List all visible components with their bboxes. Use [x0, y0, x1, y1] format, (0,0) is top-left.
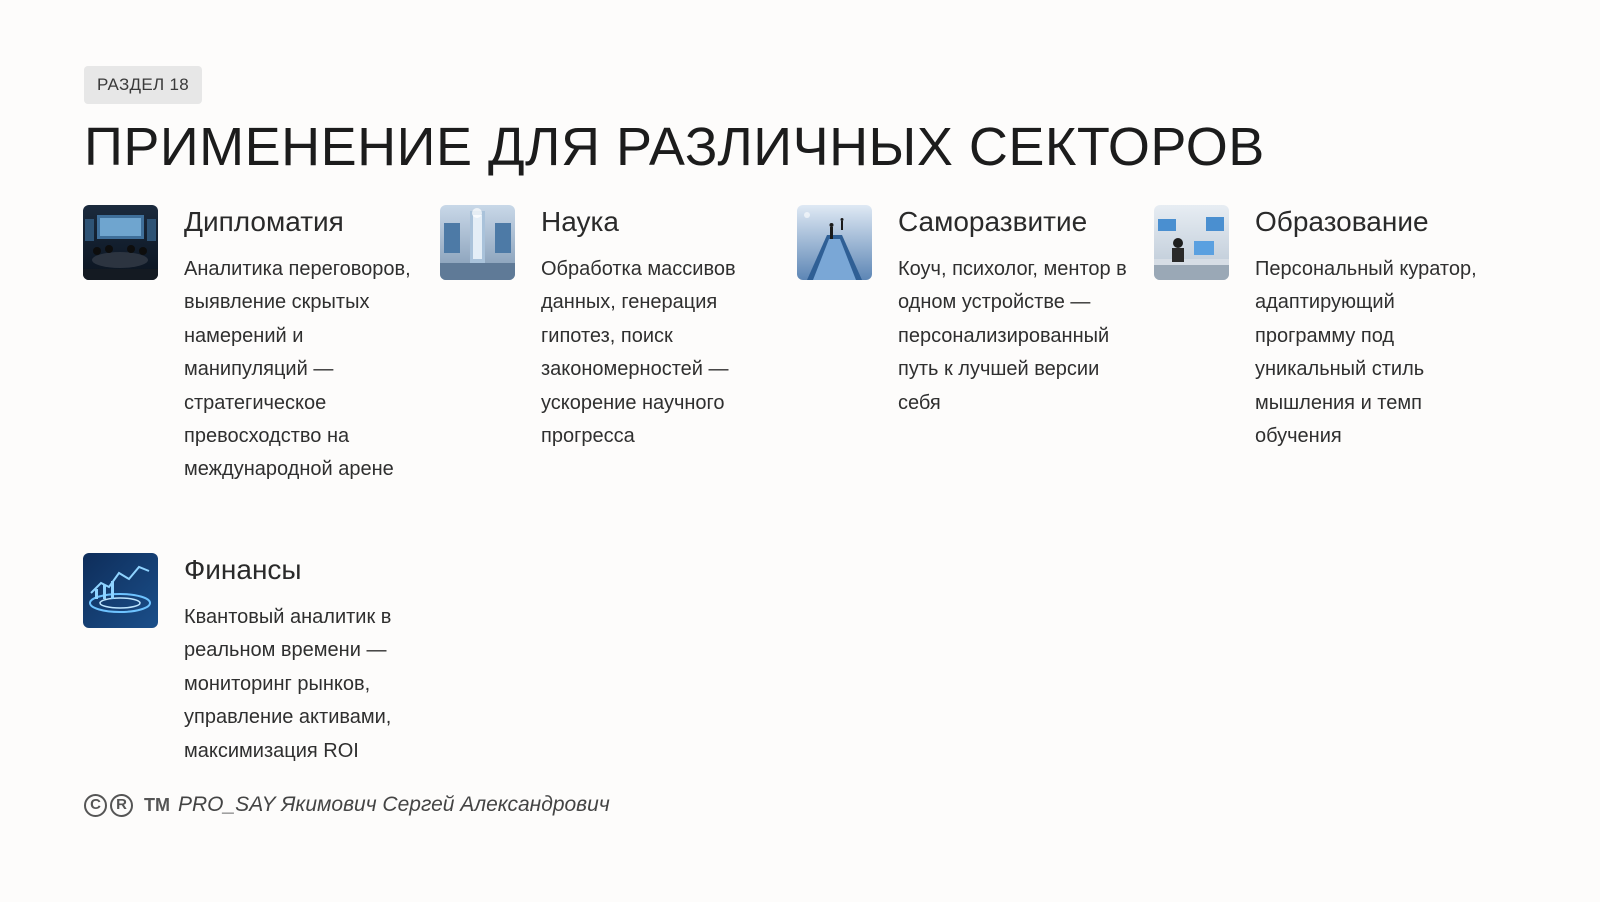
card-heading: Финансы: [184, 554, 302, 585]
page-title: ПРИМЕНЕНИЕ ДЛЯ РАЗЛИЧНЫХ СЕКТОРОВ: [84, 117, 1265, 177]
card-heading: Наука: [541, 206, 619, 237]
sector-card-self-development: [797, 205, 1137, 425]
science-lab-image: [440, 205, 515, 280]
sector-card-education: [1154, 205, 1494, 465]
copyright-icon: C: [84, 794, 107, 817]
education-workstation-image: [1154, 205, 1229, 280]
section-badge: РАЗДЕЛ 18: [84, 66, 202, 104]
sector-card-finance: [83, 553, 423, 773]
footer-author: PRO_SAY Якимович Сергей Александрович: [178, 793, 610, 816]
card-description: Персональный куратор, адаптирующий программу под уникальный стиль мышления и темп обучения: [1255, 258, 1477, 448]
trademark-icon: TM: [144, 794, 170, 815]
sector-card-diplomacy: [83, 205, 423, 525]
sector-card-science: [440, 205, 780, 465]
self-development-path-image: [797, 205, 872, 280]
registered-icon: R: [110, 794, 133, 817]
diplomacy-meeting-room-image: [83, 205, 158, 280]
card-description: Коуч, психолог, ментор в одном устройстве — персонализированный путь к лучшей версии себя: [898, 258, 1127, 414]
finance-chart-image: [83, 553, 158, 628]
footer-copyright: [84, 790, 610, 820]
card-heading: Дипломатия: [184, 206, 344, 237]
card-description: Обработка массивов данных, генерация гипотез, поиск закономерностей — ускорение научного прогресса: [541, 258, 736, 448]
card-description: Аналитика переговоров, выявление скрытых намерений и манипуляций — стратегическое превосходство на международной арене: [184, 258, 411, 481]
card-description: Квантовый аналитик в реальном времени — мониторинг рынков, управление активами, максимизация ROI: [184, 606, 392, 762]
card-heading: Саморазвитие: [898, 206, 1088, 237]
card-heading: Образование: [1255, 206, 1429, 237]
